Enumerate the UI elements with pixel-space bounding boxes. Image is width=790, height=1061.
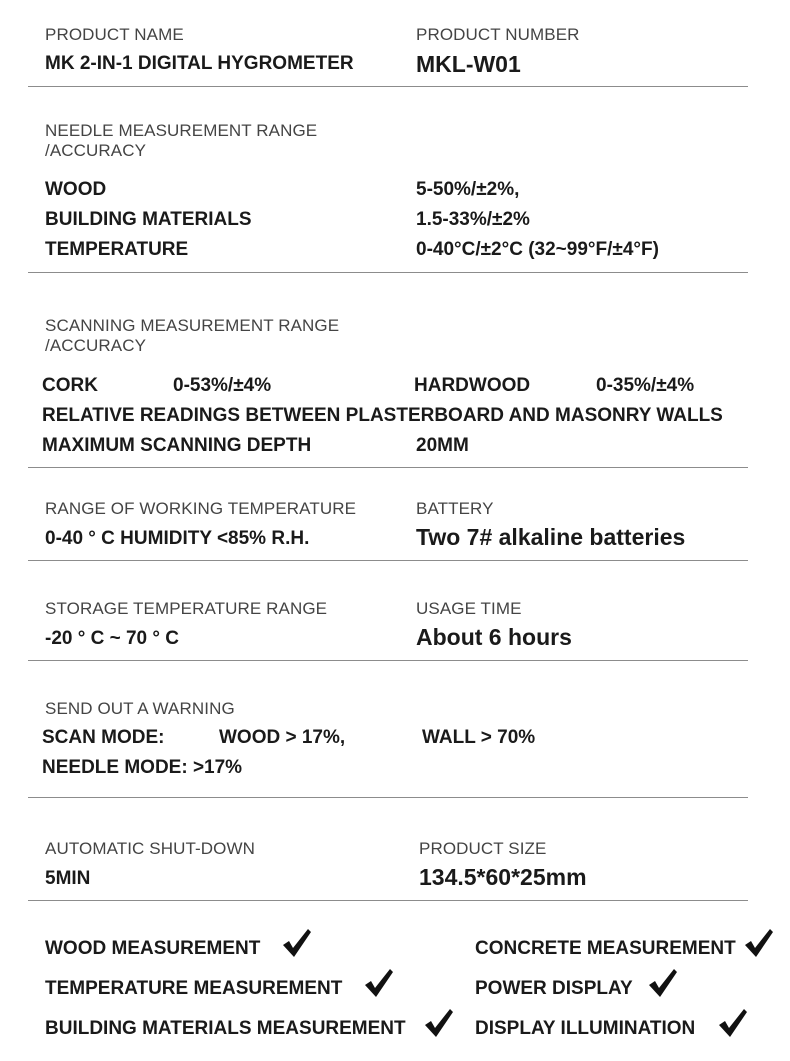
divider (28, 900, 748, 901)
cork-name: CORK (42, 375, 98, 396)
relative-readings-note: RELATIVE READINGS BETWEEN PLASTERBOARD AND MASONRY WALLS (42, 405, 723, 426)
working-temp-value: 0-40 ° C HUMIDITY <85% R.H. (45, 528, 310, 549)
needle-row-name: BUILDING MATERIALS (45, 209, 252, 230)
storage-temp-label: STORAGE TEMPERATURE RANGE (45, 599, 328, 618)
needle-label-line2: /ACCURACY (45, 141, 147, 160)
storage-temp-value: -20 ° C ~ 70 ° C (45, 628, 180, 649)
feature-label: POWER DISPLAY (475, 978, 633, 999)
needle-label-line1: NEEDLE MEASUREMENT RANGE (45, 121, 318, 140)
scanning-label-line2: /ACCURACY (45, 336, 147, 355)
scan-depth-value: 20MM (416, 435, 469, 456)
checkmark-icon (362, 966, 396, 1000)
warning-wall-value: WALL > 70% (422, 727, 536, 748)
feature-label: CONCRETE MEASUREMENT (475, 938, 736, 959)
needle-row-name: TEMPERATURE (45, 239, 189, 260)
feature-label: TEMPERATURE MEASUREMENT (45, 978, 343, 999)
product-size-value: 134.5*60*25mm (419, 864, 587, 890)
warning-wood-value: WOOD > 17%, (219, 727, 346, 748)
usage-time-label: USAGE TIME (416, 599, 522, 618)
warning-label: SEND OUT A WARNING (45, 699, 235, 718)
usage-time-value: About 6 hours (416, 624, 572, 650)
divider (28, 660, 748, 661)
scan-mode-label: SCAN MODE: (42, 727, 165, 748)
shutdown-label: AUTOMATIC SHUT-DOWN (45, 839, 255, 858)
divider (28, 86, 748, 87)
feature-label: WOOD MEASUREMENT (45, 938, 261, 959)
hardwood-value: 0-35%/±4% (596, 375, 695, 396)
scanning-label-line1: SCANNING MEASUREMENT RANGE (45, 316, 340, 335)
product-number-value: MKL-W01 (416, 51, 521, 77)
product-number-label: PRODUCT NUMBER (416, 25, 580, 44)
cork-value: 0-53%/±4% (173, 375, 272, 396)
scan-depth-name: MAXIMUM SCANNING DEPTH (42, 435, 312, 456)
hardwood-name: HARDWOOD (414, 375, 531, 396)
battery-label: BATTERY (416, 499, 494, 518)
divider (28, 272, 748, 273)
checkmark-icon (280, 926, 314, 960)
product-name-value: MK 2-IN-1 DIGITAL HYGROMETER (45, 53, 354, 74)
divider (28, 560, 748, 561)
needle-row-value: 5-50%/±2%, (416, 179, 520, 200)
needle-row-value: 0-40°C/±2°C (32~99°F/±4°F) (416, 239, 659, 260)
working-temp-label: RANGE OF WORKING TEMPERATURE (45, 499, 357, 518)
checkmark-icon (716, 1006, 750, 1040)
needle-mode-value: NEEDLE MODE: >17% (42, 757, 243, 778)
checkmark-icon (422, 1006, 456, 1040)
feature-label: DISPLAY ILLUMINATION (475, 1018, 696, 1039)
product-size-label: PRODUCT SIZE (419, 839, 547, 858)
divider (28, 467, 748, 468)
checkmark-icon (646, 966, 680, 1000)
shutdown-value: 5MIN (45, 868, 91, 889)
feature-label: BUILDING MATERIALS MEASUREMENT (45, 1018, 406, 1039)
needle-row-value: 1.5-33%/±2% (416, 209, 530, 230)
needle-row-name: WOOD (45, 179, 107, 200)
product-name-label: PRODUCT NAME (45, 25, 184, 44)
divider (28, 797, 748, 798)
checkmark-icon (742, 926, 776, 960)
battery-value: Two 7# alkaline batteries (416, 524, 686, 550)
